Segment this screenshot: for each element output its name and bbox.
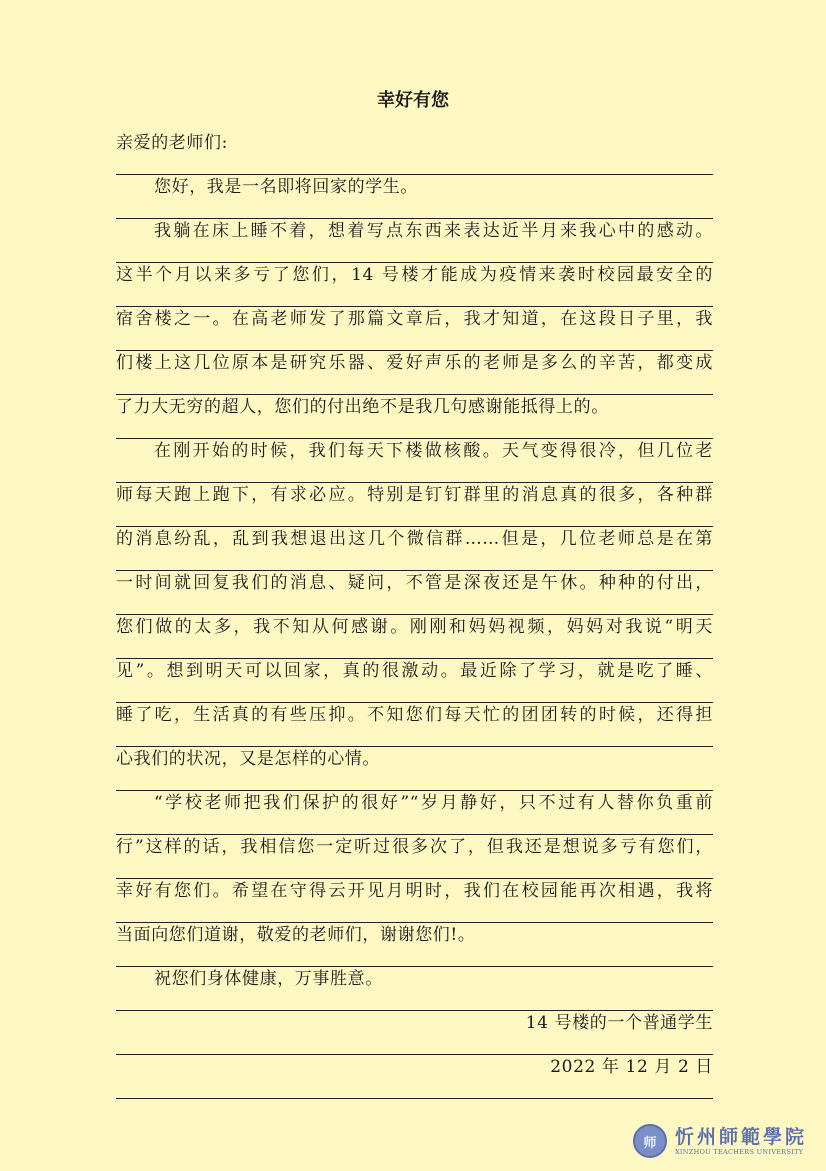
letter-line: 见”。想到明天可以回家，真的很激动。最近除了学习，就是吃了睡、 (116, 659, 713, 703)
letter-body (116, 131, 713, 1099)
university-name (675, 1126, 807, 1156)
date: 2022 年 12 月 2 日 (116, 1055, 713, 1099)
letter-line: 宿舍楼之一。在高老师发了那篇文章后，我才知道，在这段日子里，我 (116, 307, 713, 351)
university-logo (633, 1124, 807, 1158)
letter-line: 幸好有您们。希望在守得云开见月明时，我们在校园能再次相遇，我将 (116, 879, 713, 923)
letter-line: 在刚开始的时候，我们每天下楼做核酸。天气变得很冷，但几位老 (116, 439, 713, 483)
letter-line: 您好，我是一名即将回家的学生。 (116, 175, 713, 219)
letter-line: 这半个月以来多亏了您们，14 号楼才能成为疫情来袭时校园最安全的 (116, 263, 713, 307)
letter-line: 您们做的太多，我不知从何感谢。刚刚和妈妈视频，妈妈对我说“明天 (116, 615, 713, 659)
university-name-en: XINZHOU TEACHERS UNIVERSITY (675, 1148, 804, 1156)
letter-line: “学校老师把我们保护的很好”“岁月静好，只不过有人替你负重前 (116, 791, 713, 835)
closing-line: 祝您们身体健康，万事胜意。 (116, 967, 713, 1011)
salutation: 亲爱的老师们: (116, 131, 713, 175)
letter-line: 们楼上这几位原本是研究乐器、爱好声乐的老师是多么的辛苦，都变成 (116, 351, 713, 395)
letter-line: 当面向您们道谢，敬爱的老师们，谢谢您们!。 (116, 923, 713, 967)
signature: 14 号楼的一个普通学生 (116, 1011, 713, 1055)
letter-line: 心我们的状况，又是怎样的心情。 (116, 747, 713, 791)
letter-line: 师每天跑上跑下，有求必应。特别是钉钉群里的消息真的很多，各种群 (116, 483, 713, 527)
university-name-cn: 忻州師範學院 (675, 1126, 808, 1148)
letter-line: 我躺在床上睡不着，想着写点东西来表达近半月来我心中的感动。 (116, 219, 713, 263)
letter-line: 行”这样的话，我相信您一定听过很多次了，但我还是想说多亏有您们， (116, 835, 713, 879)
letter-line: 的消息纷乱，乱到我想退出这几个微信群……但是，几位老师总是在第 (116, 527, 713, 571)
letter-line: 一时间就回复我们的消息、疑问，不管是深夜还是午休。种种的付出， (116, 571, 713, 615)
university-seal-icon: 师 (633, 1124, 667, 1158)
letter-title: 幸好有您 (377, 90, 449, 111)
letter-line: 了力大无穷的超人，您们的付出绝不是我几句感谢能抵得上的。 (116, 395, 713, 439)
letter-line: 睡了吃，生活真的有些压抑。不知您们每天忙的团团转的时候，还得担 (116, 703, 713, 747)
